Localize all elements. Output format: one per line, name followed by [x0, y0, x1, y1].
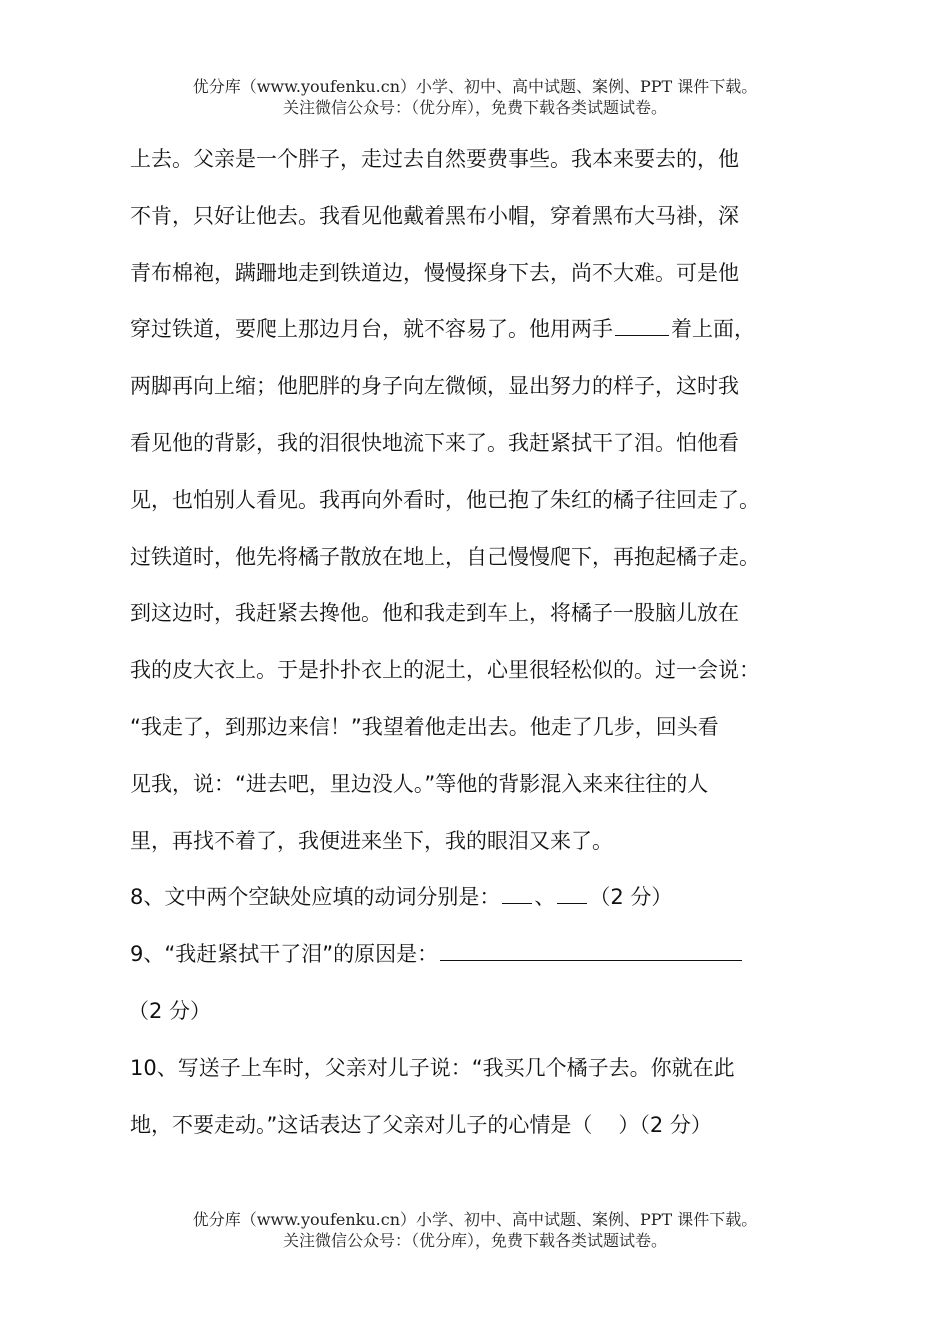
- question-8-text: 8、文中两个空缺处应填的动词分别是：: [130, 885, 501, 910]
- document-body: [130, 131, 790, 1153]
- page-footer: [0, 1209, 950, 1251]
- question-8: [130, 869, 790, 926]
- passage-line: 见，也怕别人看见。我再向外看时，他已抱了朱红的橘子往回走了。: [130, 487, 760, 512]
- passage-line: [130, 301, 790, 358]
- question-8-points: （2 分）: [589, 885, 673, 910]
- footer-line-1: 优分库（www.youfenku.cn）小学、初中、高中试题、案例、PPT 课件下载。: [192, 1210, 758, 1229]
- page-header: [0, 76, 950, 118]
- passage-line: 上去。父亲是一个胖子，走过去自然要费事些。我本来要去的，他: [130, 147, 739, 171]
- passage-line: 看见他的背影，我的泪很快地流下来了。我赶紧拭干了泪。怕他看: [130, 430, 739, 455]
- fill-blank-verb[interactable]: [615, 313, 669, 336]
- passage-line: 不肯，只好让他去。我看见他戴着黑布小帽，穿着黑布大马褂，深: [130, 203, 739, 228]
- question-9: [130, 926, 790, 983]
- answer-blank-1[interactable]: [502, 881, 532, 904]
- passage-text: 穿过铁道，要爬上那边月台，就不容易了。他用两手: [130, 317, 613, 342]
- question-9-text: 9、“我赶紧拭干了泪”的原因是：: [130, 942, 439, 967]
- footer-line-2: 关注微信公众号：（优分库），免费下载各类试题试卷。: [282, 1231, 667, 1250]
- passage-text: 着上面，: [671, 317, 755, 342]
- passage-line: 我的皮大衣上。于是扑扑衣上的泥土，心里很轻松似的。过一会说：: [130, 658, 760, 683]
- header-line-1: 优分库（www.youfenku.cn）小学、初中、高中试题、案例、PPT 课件下载。: [192, 77, 758, 96]
- header-line-2: 关注微信公众号：（优分库），免费下载各类试题试卷。: [282, 98, 667, 117]
- answer-blank-reason[interactable]: [440, 938, 742, 961]
- question-10-points: ）（2 分）: [618, 1112, 712, 1137]
- passage-line: 两脚再向上缩；他肥胖的身子向左微倾，显出努力的样子，这时我: [130, 374, 739, 399]
- question-8-separator: 、: [534, 885, 556, 910]
- question-9-points: （2 分）: [128, 998, 212, 1023]
- passage-line: 过铁道时，他先将橘子散放在地上，自己慢慢爬下，再抱起橘子走。: [130, 544, 760, 569]
- question-10-line-2: [130, 1097, 790, 1154]
- answer-blank-2[interactable]: [557, 881, 587, 904]
- passage-line: 里，再找不着了，我便进来坐下，我的眼泪又来了。: [130, 828, 613, 853]
- passage-line: 见我，说：“进去吧，里边没人。”等他的背影混入来来往往的人: [130, 771, 709, 796]
- passage-line: 青布棉袍，蹒跚地走到铁道边，慢慢探身下去，尚不大难。可是他: [130, 260, 739, 285]
- passage-line: “我走了，到那边来信！”我望着他走出去。他走了几步，回头看: [130, 714, 719, 739]
- passage-line: 到这边时，我赶紧去搀他。他和我走到车上，将橘子一股脑儿放在: [130, 601, 739, 626]
- question-10-text: 地，不要走动。”这话表达了父亲对儿子的心情是（: [130, 1112, 593, 1137]
- question-10-line-1: 10、写送子上车时，父亲对儿子说：“我买几个橘子去。你就在此: [130, 1055, 735, 1080]
